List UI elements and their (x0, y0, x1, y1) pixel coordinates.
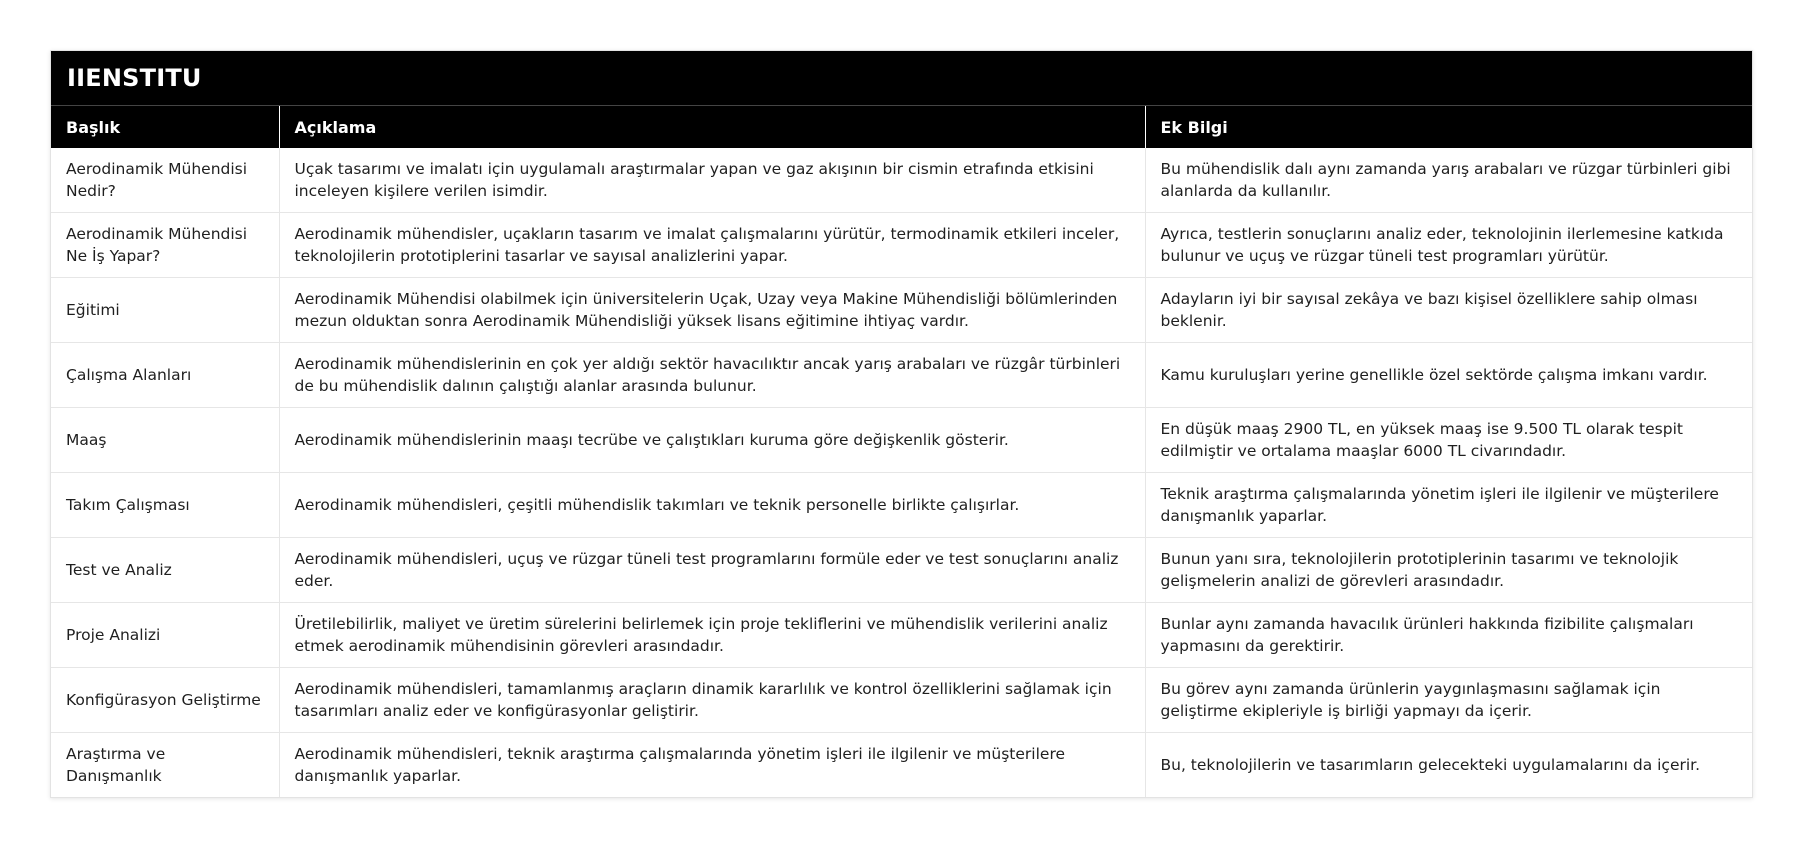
table-row (51, 343, 1752, 408)
info-table (51, 106, 1752, 797)
table-row (51, 278, 1752, 343)
cell-description: Aerodinamik mühendislerinin maaşı tecrübe ve çalıştıkları kuruma göre değişkenlik gösterir. (279, 408, 1145, 473)
cell-title: Takım Çalışması (51, 473, 279, 538)
table-row (51, 213, 1752, 278)
cell-description: Aerodinamik mühendislerinin en çok yer aldığı sektör havacılıktır ancak yarış arabaları ve rüzgâr türbinleri de bu mühendislik dalının çalıştığı alanlar arasında bulunur. (279, 343, 1145, 408)
cell-description: Aerodinamik Mühendisi olabilmek için üniversitelerin Uçak, Uzay veya Makine Mühendisliği bölümlerinden mezun olduktan sonra Aerodinamik Mühendisliği yüksek lisans eğitimine ihtiyaç vardır. (279, 278, 1145, 343)
cell-extra-info: Kamu kuruluşları yerine genellikle özel sektörde çalışma imkanı vardır. (1145, 343, 1752, 408)
cell-title: Konfigürasyon Geliştirme (51, 668, 279, 733)
header-extra-info: Ek Bilgi (1145, 106, 1752, 148)
cell-extra-info: En düşük maaş 2900 TL, en yüksek maaş ise 9.500 TL olarak tespit edilmiştir ve ortalama maaşlar 6000 TL civarındadır. (1145, 408, 1752, 473)
cell-title: Aerodinamik Mühendisi Ne İş Yapar? (51, 213, 279, 278)
cell-title: Çalışma Alanları (51, 343, 279, 408)
cell-extra-info: Bu mühendislik dalı aynı zamanda yarış arabaları ve rüzgar türbinleri gibi alanlarda da kullanılır. (1145, 148, 1752, 213)
cell-title: Test ve Analiz (51, 538, 279, 603)
cell-extra-info: Adayların iyi bir sayısal zekâya ve bazı kişisel özelliklere sahip olması beklenir. (1145, 278, 1752, 343)
table-header-row (51, 106, 1752, 148)
table-row (51, 603, 1752, 668)
cell-title: Araştırma ve Danışmanlık (51, 733, 279, 798)
cell-extra-info: Bunun yanı sıra, teknolojilerin prototiplerinin tasarımı ve teknolojik gelişmelerin analizi de görevleri arasındadır. (1145, 538, 1752, 603)
table-row (51, 538, 1752, 603)
cell-description: Üretilebilirlik, maliyet ve üretim sürelerini belirlemek için proje tekliflerini ve mühendislik verilerini analiz etmek aerodinamik mühendisinin görevleri arasındadır. (279, 603, 1145, 668)
table-row (51, 148, 1752, 213)
table-body (51, 148, 1752, 797)
cell-extra-info: Bunlar aynı zamanda havacılık ürünleri hakkında fizibilite çalışmaları yapmasını da gerektirir. (1145, 603, 1752, 668)
table-row (51, 733, 1752, 798)
cell-extra-info: Ayrıca, testlerin sonuçlarını analiz eder, teknolojinin ilerlemesine katkıda bulunur ve uçuş ve rüzgar tüneli test programları yürütür. (1145, 213, 1752, 278)
brand-title: IIENSTITU (51, 51, 1752, 106)
info-table-card (50, 50, 1753, 798)
cell-description: Uçak tasarımı ve imalatı için uygulamalı araştırmalar yapan ve gaz akışının bir cismin etrafında etkisini inceleyen kişilere verilen isimdir. (279, 148, 1145, 213)
header-title: Başlık (51, 106, 279, 148)
cell-extra-info: Bu görev aynı zamanda ürünlerin yaygınlaşmasını sağlamak için geliştirme ekipleriyle iş birliği yapmayı da içerir. (1145, 668, 1752, 733)
table-row (51, 408, 1752, 473)
cell-description: Aerodinamik mühendisleri, uçuş ve rüzgar tüneli test programlarını formüle eder ve test sonuçlarını analiz eder. (279, 538, 1145, 603)
header-description: Açıklama (279, 106, 1145, 148)
cell-title: Proje Analizi (51, 603, 279, 668)
cell-extra-info: Bu, teknolojilerin ve tasarımların gelecekteki uygulamalarını da içerir. (1160, 756, 1701, 774)
cell-title: Aerodinamik Mühendisi Nedir? (51, 148, 279, 213)
cell-description: Aerodinamik mühendisleri, tamamlanmış araçların dinamik kararlılık ve kontrol özelliklerini sağlamak için tasarımları analiz eder ve konfigürasyonlar geliştirir. (279, 668, 1145, 733)
cell-description: Aerodinamik mühendisleri, çeşitli mühendislik takımları ve teknik personelle birlikte çalışırlar. (279, 473, 1145, 538)
cell-extra-info: Teknik araştırma çalışmalarında yönetim işleri ile ilgilenir ve müşterilere danışmanlık yaparlar. (1145, 473, 1752, 538)
table-row (51, 668, 1752, 733)
cell-title: Maaş (51, 408, 279, 473)
cell-description: Aerodinamik mühendisleri, teknik araştırma çalışmalarında yönetim işleri ile ilgilenir ve müşterilere danışmanlık yaparlar. (279, 733, 1145, 798)
cell-title: Eğitimi (51, 278, 279, 343)
cell-description: Aerodinamik mühendisler, uçakların tasarım ve imalat çalışmalarını yürütür, termodinamik etkileri inceler, teknolojilerin prototiplerini tasarlar ve sayısal analizlerini yapar. (279, 213, 1145, 278)
table-row (51, 473, 1752, 538)
